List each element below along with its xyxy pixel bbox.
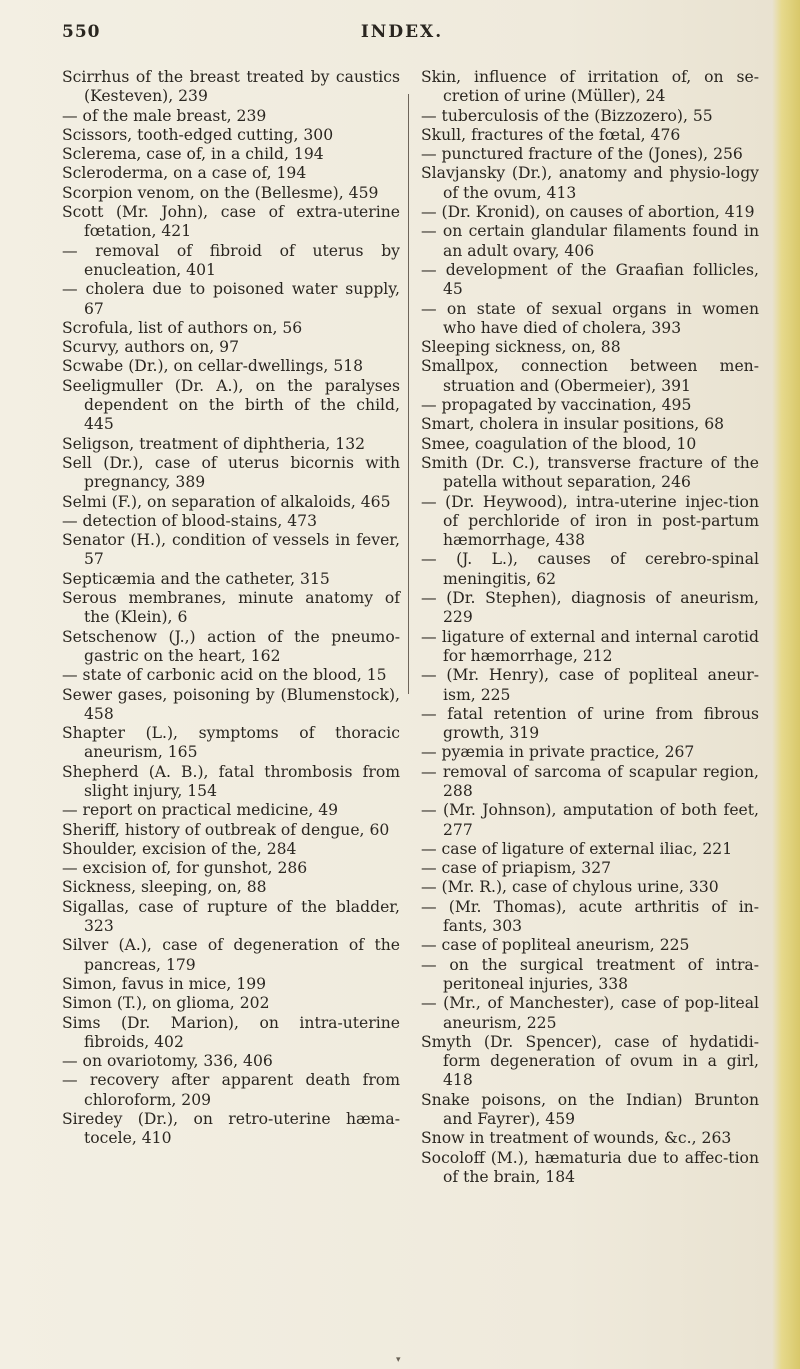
index-entry: Scrofula, list of authors on, 56 bbox=[62, 318, 303, 337]
index-entry: — recovery after apparent death from chloroform, 209 bbox=[62, 1071, 400, 1109]
printer-mark: ▾ bbox=[396, 1355, 401, 1365]
index-entry: Smyth (Dr. Spencer), case of hydatidi-form degeneration of ovum in a girl, 418 bbox=[421, 1032, 759, 1090]
index-entry: Sleeping sickness, on, 88 bbox=[421, 338, 621, 357]
index-entry: Simon, favus in mice, 199 bbox=[62, 974, 267, 993]
index-entry: — on certain glandular filaments found in an adult ovary, 406 bbox=[421, 222, 759, 260]
running-head: INDEX. bbox=[360, 22, 444, 42]
index-entry: — case of priapism, 327 bbox=[421, 859, 612, 878]
index-entry: — on state of sexual organs in women who have died of cholera, 393 bbox=[421, 299, 759, 337]
index-entry: Slavjansky (Dr.), anatomy and physio-logy of the ovum, 413 bbox=[421, 164, 759, 202]
index-entry: Snow in treatment of wounds, &c., 263 bbox=[421, 1129, 732, 1148]
index-entry: — punctured fracture of the (Jones), 256 bbox=[421, 145, 743, 164]
index-entry: — tuberculosis of the (Bizzozero), 55 bbox=[421, 106, 713, 125]
index-entry: Smart, cholera in insular positions, 68 bbox=[421, 415, 725, 434]
index-entry: Sell (Dr.), case of uterus bicornis with pregnancy, 389 bbox=[62, 453, 400, 492]
index-entry: Sims (Dr. Marion), on intra-uterine fibroids, 402 bbox=[62, 1013, 400, 1051]
index-entry: Shapter (L.), symptoms of thoracic aneurism, 165 bbox=[62, 724, 400, 762]
index-entry: — (Dr. Kronid), on causes of abortion, 419 bbox=[421, 203, 755, 222]
page-header bbox=[62, 22, 742, 46]
index-entry: Smee, coagulation of the blood, 10 bbox=[421, 434, 697, 453]
index-entry: Siredey (Dr.), on retro-uterine hæma-tocele, 410 bbox=[62, 1110, 400, 1148]
index-entry: Silver (A.), case of degeneration of the pancreas, 179 bbox=[62, 936, 400, 974]
page-number: 550 bbox=[62, 22, 101, 42]
index-entry: — propagated by vaccination, 495 bbox=[421, 396, 692, 415]
index-column-left bbox=[62, 68, 400, 1149]
index-entry: — ligature of external and internal carotid for hæmorrhage, 212 bbox=[421, 627, 759, 665]
index-entry: Shoulder, excision of the, 284 bbox=[62, 839, 297, 858]
index-entry: — (Dr. Heywood), intra-uterine injec-tion of perchloride of iron in post-partum hæmorrhage, 438 bbox=[421, 492, 759, 550]
index-entry: — pyæmia in private practice, 267 bbox=[421, 743, 695, 762]
index-entry: — (J. L.), causes of cerebro-spinal meningitis, 62 bbox=[421, 550, 759, 588]
index-entry: — state of carbonic acid on the blood, 15 bbox=[62, 666, 387, 685]
index-column-right bbox=[421, 68, 759, 1187]
index-entry: Skin, influence of irritation of, on se-cretion of urine (Müller), 24 bbox=[421, 68, 759, 106]
index-entry: — case of ligature of external iliac, 221 bbox=[421, 839, 733, 858]
index-entry: Smallpox, connection between men-struation and (Obermeier), 391 bbox=[421, 357, 759, 395]
index-entry: Scorpion venom, on the (Bellesme), 459 bbox=[62, 183, 379, 202]
index-entry: Sewer gases, poisoning by (Blumenstock), 458 bbox=[62, 685, 400, 723]
index-entry: Scurvy, authors on, 97 bbox=[62, 338, 240, 357]
index-entry: — removal of fibroid of uterus by enucleation, 401 bbox=[62, 241, 400, 279]
index-entry: Scirrhus of the breast treated by caustics (Kesteven), 239 bbox=[62, 68, 400, 106]
index-entry: Skull, fractures of the fœtal, 476 bbox=[421, 125, 681, 144]
index-entry: Sclerema, case of, in a child, 194 bbox=[62, 145, 324, 164]
index-entry: — case of popliteal aneurism, 225 bbox=[421, 936, 690, 955]
index-entry: — (Mr. R.), case of chylous urine, 330 bbox=[421, 878, 719, 897]
page-edge-discoloration bbox=[772, 0, 800, 1369]
index-entry: Scleroderma, on a case of, 194 bbox=[62, 164, 307, 183]
index-entry: — on ovariotomy, 336, 406 bbox=[62, 1052, 273, 1071]
index-entry: — (Mr. Thomas), acute arthritis of in-fants, 303 bbox=[421, 897, 759, 936]
index-entry: Smith (Dr. C.), transverse fracture of the patella without separation, 246 bbox=[421, 453, 759, 492]
index-entry: Seligson, treatment of diphtheria, 132 bbox=[62, 434, 366, 453]
column-divider bbox=[408, 94, 409, 694]
index-entry: Serous membranes, minute anatomy of the (Klein), 6 bbox=[62, 589, 400, 627]
index-entry: Sigallas, case of rupture of the bladder, 323 bbox=[62, 897, 400, 936]
index-entry: — removal of sarcoma of scapular region, 288 bbox=[421, 762, 759, 800]
index-entry: — (Mr., of Manchester), case of pop-liteal aneurism, 225 bbox=[421, 994, 759, 1032]
index-entry: Selmi (F.), on separation of alkaloids, 465 bbox=[62, 492, 391, 511]
index-entry: — of the male breast, 239 bbox=[62, 106, 267, 125]
index-entry: Scwabe (Dr.), on cellar-dwellings, 518 bbox=[62, 357, 364, 376]
index-entry: — (Dr. Stephen), diagnosis of aneurism, 229 bbox=[421, 589, 759, 627]
index-entry: — detection of blood-stains, 473 bbox=[62, 511, 318, 530]
index-entry: Seeligmuller (Dr. A.), on the paralyses dependent on the birth of the child, 445 bbox=[62, 376, 400, 434]
index-entry: — (Mr. Henry), case of popliteal aneur-ism, 225 bbox=[421, 666, 759, 704]
index-entry: Scissors, tooth-edged cutting, 300 bbox=[62, 125, 334, 144]
index-entry: — development of the Graafian follicles, 45 bbox=[421, 260, 759, 299]
index-entry: Shepherd (A. B.), fatal thrombosis from slight injury, 154 bbox=[62, 762, 400, 800]
index-entry: — report on practical medicine, 49 bbox=[62, 801, 339, 820]
index-entry: Septicæmia and the catheter, 315 bbox=[62, 569, 330, 588]
index-entry: Senator (H.), condition of vessels in fever, 57 bbox=[62, 531, 400, 569]
index-entry: — cholera due to poisoned water supply, 67 bbox=[62, 280, 400, 318]
index-entry: Setschenow (J.,) action of the pneumo-gastric on the heart, 162 bbox=[62, 627, 400, 665]
index-entry: — on the surgical treatment of intra-peritoneal injuries, 338 bbox=[421, 955, 759, 993]
index-entry: Sheriff, history of outbreak of dengue, 60 bbox=[62, 820, 390, 839]
index-entry: Scott (Mr. John), case of extra-uterine fœtation, 421 bbox=[62, 203, 400, 241]
index-entry: — (Mr. Johnson), amputation of both feet, 277 bbox=[421, 801, 759, 839]
index-entry: Socoloff (M.), hæmaturia due to affec-tion of the brain, 184 bbox=[421, 1148, 759, 1186]
index-entry: Snake poisons, on the Indian) Brunton and Fayrer), 459 bbox=[421, 1090, 759, 1129]
index-entry: Sickness, sleeping, on, 88 bbox=[62, 878, 267, 897]
index-entry: — fatal retention of urine from fibrous growth, 319 bbox=[421, 704, 759, 743]
index-entry: — excision of, for gunshot, 286 bbox=[62, 859, 308, 878]
index-entry: Simon (T.), on glioma, 202 bbox=[62, 994, 270, 1013]
